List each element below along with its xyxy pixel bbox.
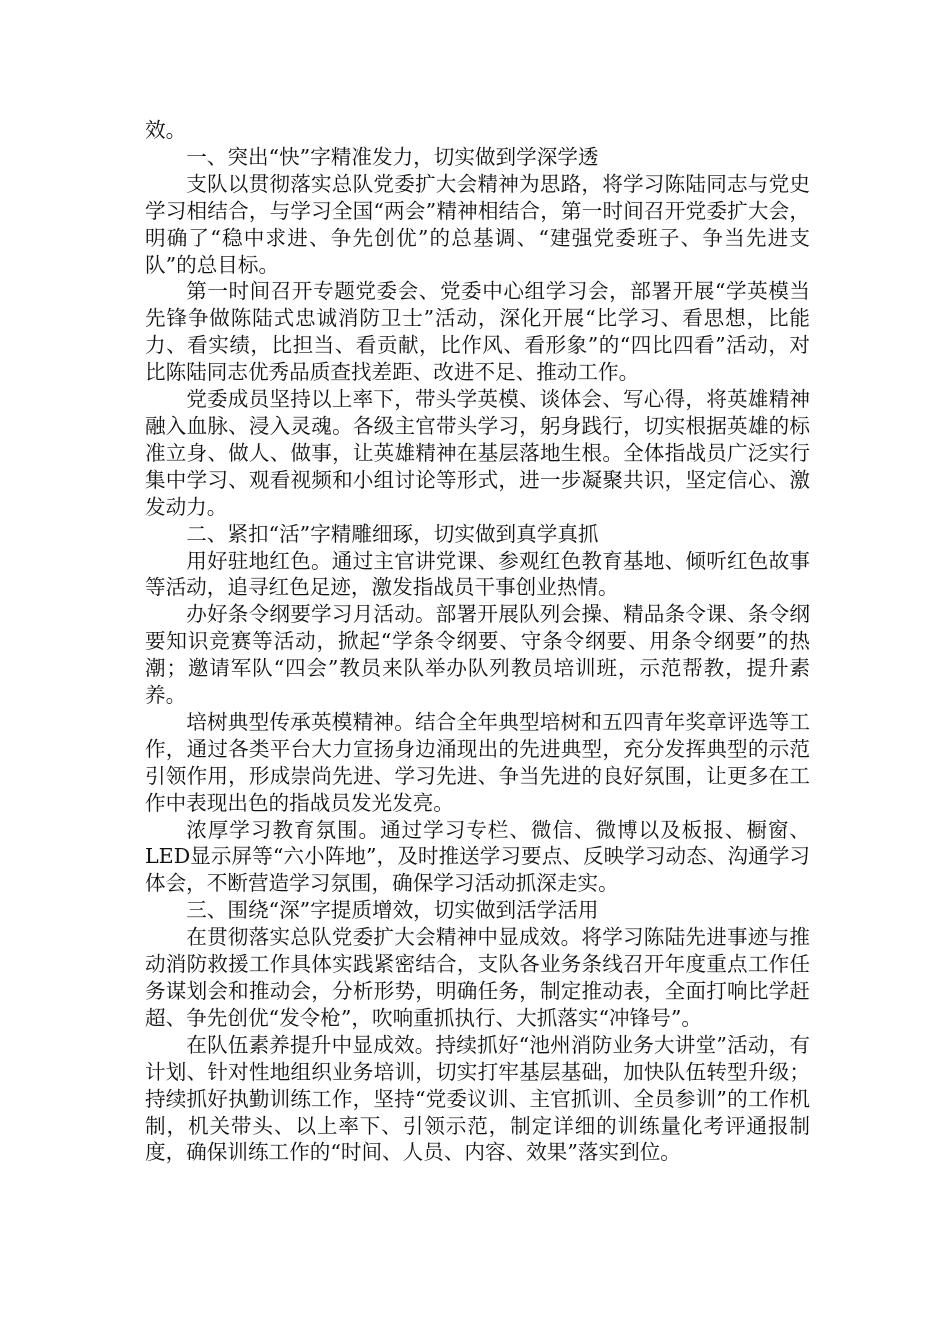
section-heading-2: 二、紧扣“活”字精雕细琢，切实做到真学真抓 (186, 521, 599, 546)
section-heading-3: 三、围绕“深”字提质增效，切实做到活学活用 (186, 898, 599, 923)
paragraph: 第一时间召开专题党委会、党委中心组学习会，部署开展“学英模当先锋争做陈陆式忠诚消防卫士”活动，深化开展“比学习、看思想，比能力、看实绩，比担当、看贡献，比作风、看形象”的“四比四看”活动，对比陈陆同志优秀品质查找差距、改进不足、推动工作。 (145, 279, 810, 385)
paragraph: 党委成员坚持以上率下，带头学英模、谈体会、写心得，将英雄精神融入血脉、浸入灵魂。各级主官带头学习，躬身践行，切实根据英雄的标准立身、做人、做事，让英雄精神在基层落地生根。全体指战员广泛实行集中学习、观看视频和小组讨论等形式，进一步凝聚共识，坚定信心、激发动力。 (145, 387, 810, 519)
paragraph: 在贯彻落实总队党委扩大会精神中显成效。将学习陈陆先进事迹与推动消防救援工作具体实践紧密结合，支队各业务条线召开年度重点工作任务谋划会和推动会，分析形势，明确任务，制定推动表，全面打响比学赶超、争先创优“发令枪”，吹响重抓执行、大抓落实“冲锋号”。 (145, 925, 810, 1030)
paragraph: 浓厚学习教育氛围。通过学习专栏、微信、微博以及板报、橱窗、LED显示屏等“六小阵地”，及时推送学习要点、反映学习动态、沟通学习体会，不断营造学习氛围，确保学习活动抓深走实。 (145, 817, 810, 896)
document-body (145, 117, 810, 1166)
paragraph: 培树典型传承英模精神。结合全年典型培树和五四青年奖章评选等工作，通过各类平台大力宣扬身边涌现出的先进典型，充分发挥典型的示范引领作用，形成崇尚先进、学习先进、争当先进的良好氛围，让更多在工作中表现出色的指战员发光发亮。 (145, 709, 810, 815)
paragraph-continuation: 效。 (145, 118, 187, 142)
paragraph: 办好条令纲要学习月活动。部署开展队列会操、精品条令课、条令纲要知识竞赛等活动，掀起“学条令纲要、守条令纲要、用条令纲要”的热潮；邀请军队“四会”教员来队举办队列教员培训班，示范帮教，提升素养。 (145, 602, 810, 708)
paragraph: 用好驻地红色。通过主官讲党课、参观红色教育基地、倾听红色故事等活动，追寻红色足迹，激发指战员干事创业热情。 (145, 548, 810, 600)
paragraph: 支队以贯彻落实总队党委扩大会精神为思路，将学习陈陆同志与党史学习相结合，与学习全国“两会”精神相结合，第一时间召开党委扩大会，明确了“稳中求进、争先创优”的总基调、“建强党委班子、争当先进支队”的总目标。 (145, 171, 810, 277)
paragraph: 在队伍素养提升中显成效。持续抓好“池州消防业务大讲堂”活动，有计划、针对性地组织业务培训，切实打牢基层基础，加快队伍转型升级；持续抓好执勤训练工作，坚持“党委议训、主官抓训、全员参训”的工作机制，机关带头、以上率下、引领示范，制定详细的训练量化考评通报制度，确保训练工作的“时间、人员、内容、效果”落实到位。 (145, 1032, 810, 1165)
section-heading-1: 一、突出“快”字精准发力，切实做到学深学透 (186, 144, 599, 169)
